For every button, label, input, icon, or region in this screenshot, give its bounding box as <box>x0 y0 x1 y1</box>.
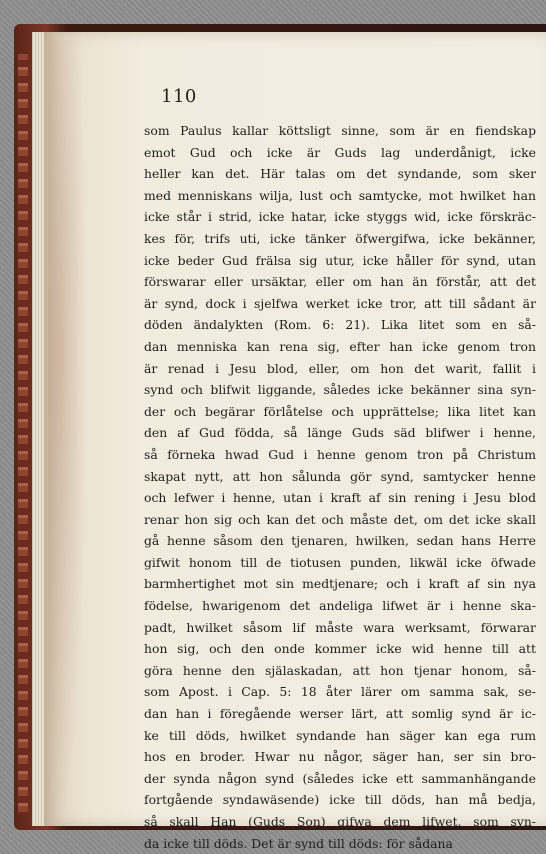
text-line: gifwit honom till de tiotusen punden, likwäl icke öfwade <box>144 554 536 570</box>
text-line: dan menniska kan rena sig, efter han icke genom tron <box>144 338 536 354</box>
text-line: som Paulus kallar köttsligt sinne, som är en fiendskap <box>144 123 536 138</box>
text-line: så skall Han (Guds Son) gifwa dem lifwet, som syn- <box>144 814 536 829</box>
text-line: som Apost. i Cap. 5: 18 åter lärer om samma sak, se- <box>144 684 536 700</box>
text-line: der synda någon synd (således icke ett sammanhängande <box>144 770 536 786</box>
text-line: dan han i föregående werser lärt, att somlig synd är ic- <box>144 706 536 722</box>
text-line: da icke till döds. Det är synd till döds: för sådana <box>144 835 453 851</box>
text-line: icke står i strid, icke hatar, icke styggs wid, icke förskräc- <box>144 209 536 225</box>
text-line: icke beder Gud frälsa sig utur, icke håller för synd, utan <box>144 252 536 268</box>
text-line: med menniskans wilja, lust och samtycke, mot hwilket han <box>144 187 536 203</box>
text-line: och lefwer i henne, utan i kraft af sin rening i Jesu blod <box>144 490 536 506</box>
text-line: hon sig, och den onde kommer icke wid henne till att <box>144 641 536 657</box>
text-line: barmhertighet mot sin medtjenare; och i kraft af sin nya <box>144 576 536 592</box>
text-line: så förneka hwad Gud i henne genom tron på Christum <box>144 446 536 462</box>
text-line: skapat nytt, att hon sålunda gör synd, samtycker henne <box>144 468 536 484</box>
text-line: födelse, hwarigenom det andeliga lifwet är i henne ska- <box>144 598 536 614</box>
text-line: renar hon sig och kan det och måste det, om det icke skall <box>144 511 536 527</box>
text-line: synd och blifwit liggande, således icke bekänner sina syn- <box>144 382 536 398</box>
text-line: fortgående syndawäsende) icke till döds, han må bedja, <box>144 792 536 808</box>
page-stain <box>48 40 88 820</box>
text-line: är synd, dock i sjelfwa werket icke tror, att till sådant är <box>144 295 536 311</box>
text-line: döden ändalykten (Rom. 6: 21). Lika litet som en så- <box>144 317 536 333</box>
text-line: hos en broder. Hwar nu någor, säger han, ser sin bro- <box>144 749 536 765</box>
text-line: gå henne såsom den tjenaren, hwilken, sedan hans Herre <box>144 533 536 549</box>
text-line: förswarar eller ursäktar, eller om han än förstår, att det <box>144 274 536 290</box>
body-text <box>144 120 536 854</box>
page-number: 110 <box>161 86 197 107</box>
text-line: den af Gud födda, så länge Guds säd blifwer i henne, <box>144 425 536 441</box>
text-line: der och begärar förlåtelse och upprättelse; lika litet kan <box>144 403 536 419</box>
text-line: kes för, trifs uti, icke tänker öfwergifwa, icke bekänner, <box>144 230 536 246</box>
text-line: är renad i Jesu blod, eller, om hon det warit, fallit i <box>144 360 536 376</box>
text-line: göra henne den själaskadan, att hon tjenar honom, så- <box>144 662 536 678</box>
text-line: emot Gud och icke är Guds lag underdånigt, icke <box>144 144 536 160</box>
text-line: padt, hwilket såsom lif måste wara werksamt, förwarar <box>144 619 536 635</box>
text-line: ke till döds, hwilket syndande han säger kan ega rum <box>144 727 536 743</box>
text-line: heller kan det. Här talas om det syndande, som sker <box>144 166 536 182</box>
